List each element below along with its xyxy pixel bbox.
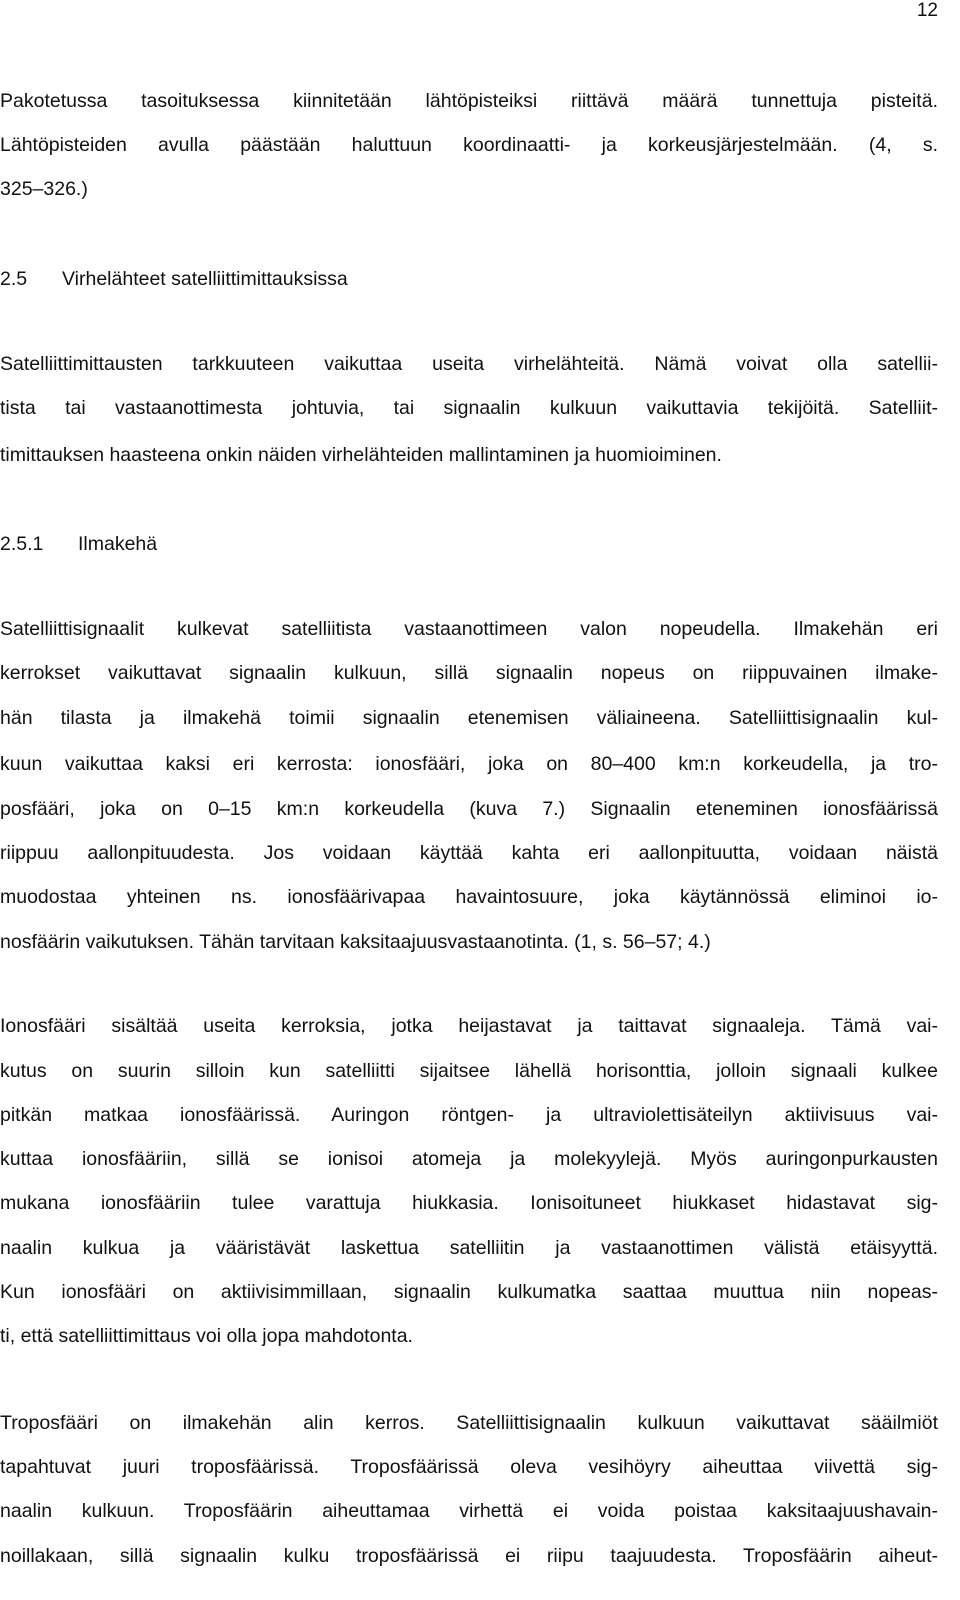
page-number: 12 [916,0,938,21]
section-title: Virhelähteet satelliittimittauksissa [62,268,348,290]
subsection-number: 2.5.1 [0,533,44,555]
text-line: Ionosfääri sisältää useita kerroksia, jotka heijastavat ja taittavat signaaleja. Tämä vai- [0,1015,938,1037]
text-line: kuttaa ionosfääriin, sillä se ionisoi atomeja ja molekyylejä. Myös auringonpurkausten [0,1148,938,1170]
text-line: Satelliittisignaalit kulkevat satelliitista vastaanottimeen valon nopeudella. Ilmakehän eri [0,618,938,640]
text-line: tista tai vastaanottimesta johtuvia, tai signaalin kulkuun vaikuttavia tekijöitä. Satelliit- [0,397,938,419]
text-line: Satelliittimittausten tarkkuuteen vaikuttaa useita virhelähteitä. Nämä voivat olla satellii- [0,353,938,375]
text-line: naalin kulkua ja vääristävät laskettua satelliitin ja vastaanottimen välistä etäisyyttä. [0,1237,938,1259]
text-line: kuun vaikuttaa kaksi eri kerrosta: ionosfääri, joka on 80–400 km:n korkeudella, ja tro- [0,753,938,775]
text-line: mukana ionosfääriin tulee varattuja hiukkasia. Ionisoituneet hiukkaset hidastavat sig- [0,1192,938,1214]
subsection-heading [0,535,938,555]
text-line: Troposfääri on ilmakehän alin kerros. Satelliittisignaalin kulkuun vaikuttavat sääilmiöt [0,1412,938,1434]
text-line: tapahtuvat juuri troposfäärissä. Troposfäärissä oleva vesihöyry aiheuttaa viivettä sig- [0,1456,938,1478]
section-number: 2.5 [0,268,28,290]
text-line: ti, että satelliittimittaus voi olla jopa mahdotonta. [0,1325,413,1347]
text-line: posfääri, joka on 0–15 km:n korkeudella (kuva 7.) Signaalin eteneminen ionosfäärissä [0,798,938,820]
text-line: Kun ionosfääri on aktiivisimmillaan, signaalin kulkumatka saattaa muuttua niin nopeas- [0,1281,938,1303]
text-line: riippuu aallonpituudesta. Jos voidaan käyttää kahta eri aallonpituutta, voidaan näistä [0,842,938,864]
text-line: nosfäärin vaikutuksen. Tähän tarvitaan kaksitaajuusvastaanotinta. (1, s. 56–57; 4.) [0,931,711,953]
text-line: timittauksen haasteena onkin näiden virhelähteiden mallintaminen ja huomioiminen. [0,444,722,466]
text-line: noillakaan, sillä signaalin kulku troposfäärissä ei riipu taajuudesta. Troposfäärin aiheut- [0,1545,938,1567]
text-line: 325–326.) [0,178,88,200]
text-line: pitkän matkaa ionosfäärissä. Auringon röntgen- ja ultraviolettisäteilyn aktiivisuus vai- [0,1104,938,1126]
text-line: kutus on suurin silloin kun satelliitti sijaitsee lähellä horisonttia, jolloin signaali kulkee [0,1060,938,1082]
text-line: kerrokset vaikuttavat signaalin kulkuun, sillä signaalin nopeus on riippuvainen ilmake- [0,662,938,684]
text-line: naalin kulkuun. Troposfäärin aiheuttamaa virhettä ei voida poistaa kaksitaajuushavain- [0,1500,938,1522]
text-line: Pakotetussa tasoituksessa kiinnitetään lähtöpisteiksi riittävä määrä tunnettuja pisteitä. [0,90,938,112]
text-line: muodostaa yhteinen ns. ionosfäärivapaa havaintosuure, joka käytännössä eliminoi io- [0,886,938,908]
section-heading [0,270,938,290]
text-line: hän tilasta ja ilmakehä toimii signaalin etenemisen väliaineena. Satelliittisignaalin kul- [0,707,938,729]
text-line: Lähtöpisteiden avulla päästään haluttuun koordinaatti- ja korkeusjärjestelmään. (4, s. [0,134,938,156]
subsection-title: Ilmakehä [78,533,158,555]
